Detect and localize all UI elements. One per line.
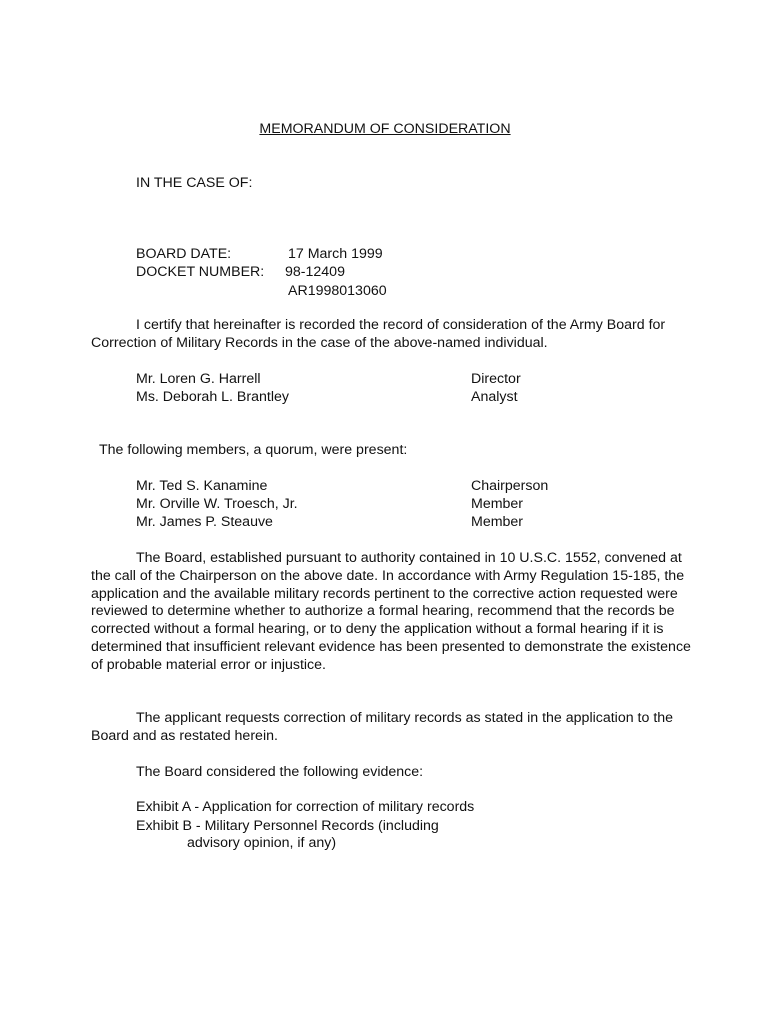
member-name: Mr. Orville W. Troesch, Jr. bbox=[136, 496, 298, 512]
evidence-intro: The Board considered the following evidence: bbox=[136, 764, 424, 780]
exhibit-a: Exhibit A - Application for correction of military records bbox=[136, 799, 475, 815]
exhibit-b: Exhibit B - Military Personnel Records (including bbox=[136, 818, 439, 834]
board-date-label: BOARD DATE: bbox=[136, 246, 232, 262]
applicant-paragraph: The applicant requests correction of military records as stated in the application to the Board and as restated herein. bbox=[91, 710, 674, 744]
staff-role: Analyst bbox=[471, 389, 518, 405]
docket-number-label: DOCKET NUMBER: bbox=[136, 264, 265, 280]
docket-number-value: 98-12409 bbox=[285, 264, 345, 280]
member-role: Chairperson bbox=[471, 478, 549, 494]
board-paragraph: The Board, established pursuant to authority contained in 10 U.S.C. 1552, convened at the call of the Chairperson on the above date. In accordance with Army Regulation 15-185, the application and the available military records pertinent to the corrective action requested were reviewed to determine whether to authorize a formal hearing, recommend that the records be corrected without a formal hearing, or to deny the application without a formal hearing if it is determined that insufficient relevant evidence has been presented to demonstrate the existence of probable material error or injustice. bbox=[91, 550, 691, 673]
member-name: Mr. James P. Steauve bbox=[136, 514, 273, 530]
staff-role: Director bbox=[471, 371, 521, 387]
ar-number: AR1998013060 bbox=[288, 283, 387, 299]
staff-name: Mr. Loren G. Harrell bbox=[136, 371, 261, 387]
certify-paragraph: I certify that hereinafter is recorded the record of consideration of the Army Board for Correction of Military Records in the case of the above-named individual. bbox=[91, 317, 666, 351]
member-role: Member bbox=[471, 514, 524, 530]
page-title: MEMORANDUM OF CONSIDERATION bbox=[259, 121, 511, 137]
member-role: Member bbox=[471, 496, 524, 512]
exhibit-b-continuation: advisory opinion, if any) bbox=[187, 835, 337, 851]
staff-name: Ms. Deborah L. Brantley bbox=[136, 389, 289, 405]
case-label: IN THE CASE OF: bbox=[136, 175, 253, 191]
member-name: Mr. Ted S. Kanamine bbox=[136, 478, 268, 494]
board-date-value: 17 March 1999 bbox=[288, 246, 383, 262]
quorum-text: The following members, a quorum, were present: bbox=[99, 442, 408, 458]
